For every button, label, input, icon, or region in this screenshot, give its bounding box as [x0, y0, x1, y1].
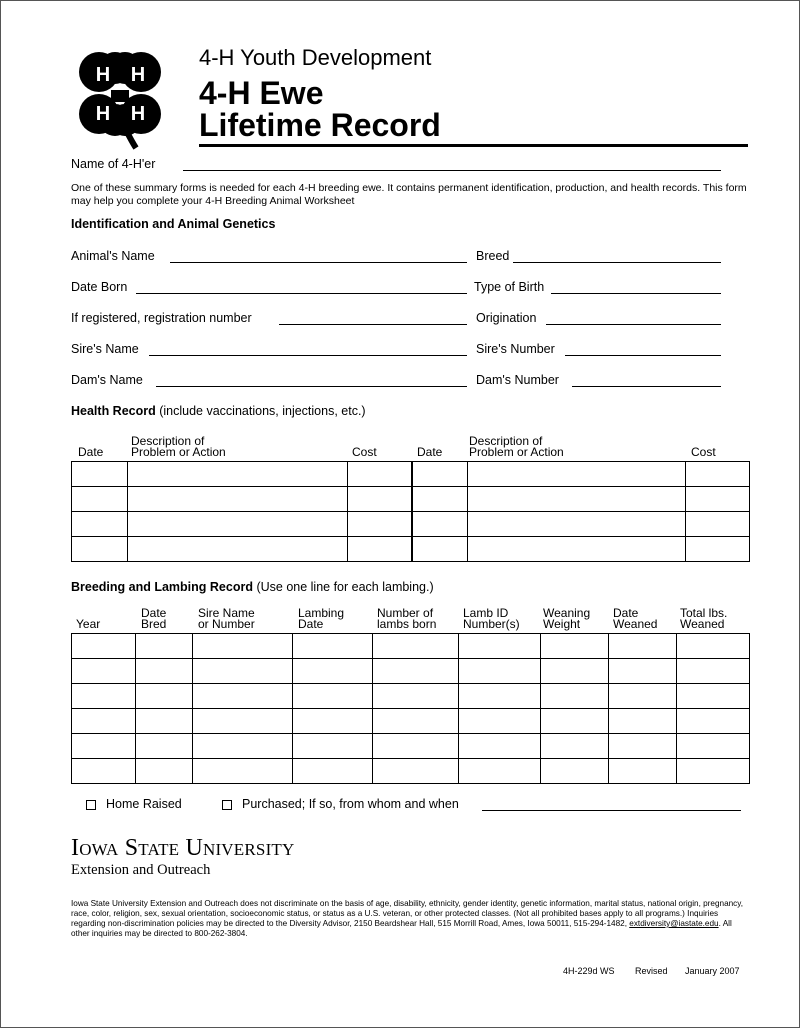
sire-name-field[interactable] — [149, 355, 467, 356]
table-cell[interactable] — [72, 487, 128, 512]
purchased-checkbox[interactable] — [222, 800, 232, 810]
breeding-col-lamb-id-l1: Lamb ID — [463, 606, 509, 620]
table-cell[interactable] — [72, 709, 136, 734]
legal-tail: . All other inquiries may be directed to 800-262-3804. — [71, 919, 732, 938]
table-cell[interactable] — [541, 734, 609, 759]
table-cell[interactable] — [72, 537, 128, 562]
breeding-col-total-weaned — [680, 608, 727, 630]
health-col-description — [131, 436, 226, 458]
health-col-description-line-2: Problem or Action — [131, 445, 226, 459]
table-row — [72, 634, 750, 659]
identification-heading: Identification and Animal Genetics — [71, 217, 276, 231]
health-record-table — [71, 461, 750, 562]
table-cell[interactable] — [468, 487, 686, 512]
breeding-col-lamb-id — [463, 608, 520, 630]
sire-number-field[interactable] — [565, 355, 721, 356]
nondiscrimination-statement — [71, 899, 751, 939]
svg-text:H: H — [130, 64, 146, 86]
registration-label: If registered, registration number — [71, 311, 252, 325]
sire-name-label: Sire's Name — [71, 342, 139, 356]
health-heading-text: Health Record — [71, 404, 156, 418]
svg-text:H: H — [95, 64, 111, 86]
table-cell[interactable] — [686, 512, 750, 537]
sire-number-label: Sire's Number — [476, 342, 555, 356]
animal-name-field[interactable] — [170, 262, 467, 263]
table-cell[interactable] — [193, 759, 293, 784]
header-rule — [199, 144, 748, 147]
dam-name-label: Dam's Name — [71, 373, 143, 387]
university-unit: Extension and Outreach — [71, 862, 211, 878]
breeding-col-date-weaned-l1: Date — [613, 606, 639, 620]
table-cell[interactable] — [348, 537, 412, 562]
table-cell[interactable] — [677, 659, 750, 684]
table-row — [72, 462, 750, 487]
table-cell[interactable] — [136, 734, 193, 759]
table-cell[interactable] — [459, 634, 541, 659]
table-row — [72, 487, 750, 512]
date-born-field[interactable] — [136, 293, 467, 294]
origination-label: Origination — [476, 311, 537, 325]
dam-name-field[interactable] — [156, 386, 467, 387]
table-cell[interactable] — [128, 487, 348, 512]
type-of-birth-field[interactable] — [551, 293, 721, 294]
table-cell[interactable] — [677, 684, 750, 709]
breeding-heading-note: (Use one line for each lambing.) — [256, 580, 434, 594]
legal-text: Iowa State University Extension and Outreach does not discriminate on the basis of age, disability, ethnicity, gender identity, genetic information, marital status, national origin, pregnancy, race, color, religion, sex, sexual orientation, socioeconomic status, or status as a U.S. veteran, or other protected classes. (Not all prohibited bases apply to all programs.) Inquiries regarding non-discrimination policies may be directed to the Diversity Advisor, 2150 Beardshear Hall, 515 Morrill Road, Ames, Iowa 50011, 515-294-1482, — [71, 899, 744, 928]
purchased-label: Purchased; If so, from whom and when — [242, 797, 459, 811]
table-cell[interactable] — [293, 709, 373, 734]
breeding-col-total-weaned-l1: Total lbs. — [680, 606, 728, 620]
table-cell[interactable] — [468, 462, 686, 487]
name-label: Name of 4-H'er — [71, 157, 156, 171]
home-raised-label: Home Raised — [106, 797, 182, 811]
revised-date: January 2007 — [685, 966, 740, 976]
table-cell[interactable] — [136, 634, 193, 659]
table-cell[interactable] — [136, 659, 193, 684]
table-cell[interactable] — [541, 759, 609, 784]
table-cell[interactable] — [686, 462, 750, 487]
date-born-label: Date Born — [71, 280, 128, 294]
table-cell[interactable] — [677, 634, 750, 659]
breeding-col-year-l2: Year — [76, 617, 101, 631]
table-cell[interactable] — [373, 759, 459, 784]
table-row — [72, 512, 750, 537]
table-cell[interactable] — [136, 709, 193, 734]
university-name — [71, 835, 295, 862]
table-cell[interactable] — [193, 659, 293, 684]
table-cell[interactable] — [468, 512, 686, 537]
breeding-heading — [71, 580, 434, 594]
table-cell[interactable] — [373, 734, 459, 759]
breeding-col-lambing-date-l2: Date — [298, 617, 324, 631]
table-cell[interactable] — [72, 634, 136, 659]
origination-field[interactable] — [546, 324, 721, 325]
table-cell[interactable] — [128, 512, 348, 537]
table-cell[interactable] — [412, 537, 468, 562]
health-col-cost-2: Cost — [691, 445, 716, 459]
svg-text:H: H — [95, 103, 111, 125]
table-cell[interactable] — [128, 462, 348, 487]
health-col-date-2: Date — [417, 445, 443, 459]
revised-label: Revised — [635, 966, 668, 976]
form-code: 4H-229d WS — [563, 966, 615, 976]
table-cell[interactable] — [412, 487, 468, 512]
table-row — [72, 684, 750, 709]
table-cell[interactable] — [373, 634, 459, 659]
breeding-col-lambing-date-l1: Lambing — [298, 606, 345, 620]
table-cell[interactable] — [293, 659, 373, 684]
table-cell[interactable] — [136, 684, 193, 709]
table-cell[interactable] — [72, 462, 128, 487]
table-cell[interactable] — [373, 684, 459, 709]
table-cell[interactable] — [193, 734, 293, 759]
breed-label: Breed — [476, 249, 510, 263]
table-row — [72, 734, 750, 759]
breeding-col-lambs-born-l1: Number of — [377, 606, 434, 620]
table-cell[interactable] — [468, 537, 686, 562]
table-cell[interactable] — [72, 659, 136, 684]
dam-number-label: Dam's Number — [476, 373, 559, 387]
breeding-col-date-weaned — [613, 608, 657, 630]
breeding-col-sire-l2: or Number — [198, 617, 255, 631]
table-cell[interactable] — [293, 734, 373, 759]
table-cell[interactable] — [348, 487, 412, 512]
table-cell[interactable] — [459, 684, 541, 709]
table-cell[interactable] — [128, 537, 348, 562]
breeding-col-weaning-weight — [543, 608, 590, 630]
table-cell[interactable] — [373, 659, 459, 684]
breeding-col-date-bred — [141, 608, 166, 630]
dam-number-field[interactable] — [572, 386, 721, 387]
svg-text:H: H — [130, 103, 146, 125]
intro-paragraph: One of these summary forms is needed for each 4-H breeding ewe. It contains permanent identification, production, and health records. This form may help you complete your 4-H Breeding Animal Worksheet — [71, 182, 747, 207]
table-cell[interactable] — [459, 734, 541, 759]
home-raised-option[interactable] — [86, 797, 182, 811]
table-cell[interactable] — [677, 734, 750, 759]
health-col-date: Date — [78, 445, 104, 459]
table-cell[interactable] — [459, 759, 541, 784]
breeding-col-lamb-id-l2: Number(s) — [463, 617, 520, 631]
table-cell[interactable] — [686, 537, 750, 562]
form-title-line-1: 4-H Ewe — [199, 75, 324, 111]
table-cell[interactable] — [541, 709, 609, 734]
purchased-option[interactable] — [222, 797, 459, 811]
breeding-col-sire-l1: Sire Name — [198, 606, 255, 620]
form-title — [199, 77, 441, 141]
breeding-col-lambs-born — [377, 608, 436, 630]
breeding-col-total-weaned-l2: Weaned — [680, 617, 725, 631]
registration-field[interactable] — [279, 324, 467, 325]
table-cell[interactable] — [609, 734, 677, 759]
table-cell[interactable] — [293, 684, 373, 709]
form-title-line-2: Lifetime Record — [199, 107, 441, 143]
table-cell[interactable] — [348, 462, 412, 487]
health-heading — [71, 404, 366, 418]
table-cell[interactable] — [541, 634, 609, 659]
animal-name-label: Animal's Name — [71, 249, 155, 263]
breeding-col-weaning-weight-l2: Weight — [543, 617, 581, 631]
table-cell[interactable] — [609, 684, 677, 709]
table-cell[interactable] — [293, 759, 373, 784]
table-cell[interactable] — [373, 709, 459, 734]
breeding-col-weaning-weight-l1: Weaning — [543, 606, 591, 620]
table-cell[interactable] — [677, 709, 750, 734]
breeding-col-lambing-date — [298, 608, 344, 630]
breeding-col-lambs-born-l2: lambs born — [377, 617, 437, 631]
table-cell[interactable] — [609, 659, 677, 684]
table-cell[interactable] — [72, 759, 136, 784]
table-cell[interactable] — [72, 734, 136, 759]
health-col-description-2-line-2: Problem or Action — [469, 445, 564, 459]
breeding-record-table — [71, 633, 750, 784]
health-col-description-2-line-1: Description of — [469, 434, 543, 448]
health-col-description-line-1: Description of — [131, 434, 205, 448]
home-raised-checkbox[interactable] — [86, 800, 96, 810]
breeding-col-year — [76, 608, 100, 630]
table-cell[interactable] — [459, 659, 541, 684]
table-cell[interactable] — [412, 512, 468, 537]
university-name-text: Iowa State University — [71, 835, 295, 861]
table-cell[interactable] — [193, 684, 293, 709]
table-row — [72, 759, 750, 784]
table-cell[interactable] — [72, 684, 136, 709]
type-of-birth-label: Type of Birth — [474, 280, 545, 294]
table-cell[interactable] — [609, 634, 677, 659]
table-cell[interactable] — [193, 634, 293, 659]
table-cell[interactable] — [348, 512, 412, 537]
four-h-clover-logo — [68, 46, 172, 150]
breeding-col-date-bred-l1: Date — [141, 606, 167, 620]
table-row — [72, 709, 750, 734]
breeding-col-date-bred-l2: Bred — [141, 617, 167, 631]
table-cell[interactable] — [293, 634, 373, 659]
name-field[interactable] — [183, 170, 721, 171]
breeding-col-date-weaned-l2: Weaned — [613, 617, 658, 631]
table-cell[interactable] — [609, 759, 677, 784]
org-name: 4-H Youth Development — [199, 45, 432, 70]
table-cell[interactable] — [72, 512, 128, 537]
table-row — [72, 659, 750, 684]
table-cell[interactable] — [136, 759, 193, 784]
table-cell[interactable] — [541, 684, 609, 709]
table-cell[interactable] — [677, 759, 750, 784]
table-cell[interactable] — [541, 659, 609, 684]
table-cell[interactable] — [459, 709, 541, 734]
breeding-col-sire — [198, 608, 255, 630]
table-cell[interactable] — [686, 487, 750, 512]
health-col-cost: Cost — [352, 445, 377, 459]
health-heading-note: (include vaccinations, injections, etc.) — [159, 404, 366, 418]
table-cell[interactable] — [412, 462, 468, 487]
health-col-description-2 — [469, 436, 564, 458]
breed-field[interactable] — [513, 262, 721, 263]
table-cell[interactable] — [193, 709, 293, 734]
table-cell[interactable] — [609, 709, 677, 734]
purchased-from-field[interactable] — [482, 810, 741, 811]
breeding-heading-text: Breeding and Lambing Record — [71, 580, 253, 594]
diversity-email-link[interactable]: extdiversity@iastate.edu — [629, 919, 719, 928]
table-row — [72, 537, 750, 562]
